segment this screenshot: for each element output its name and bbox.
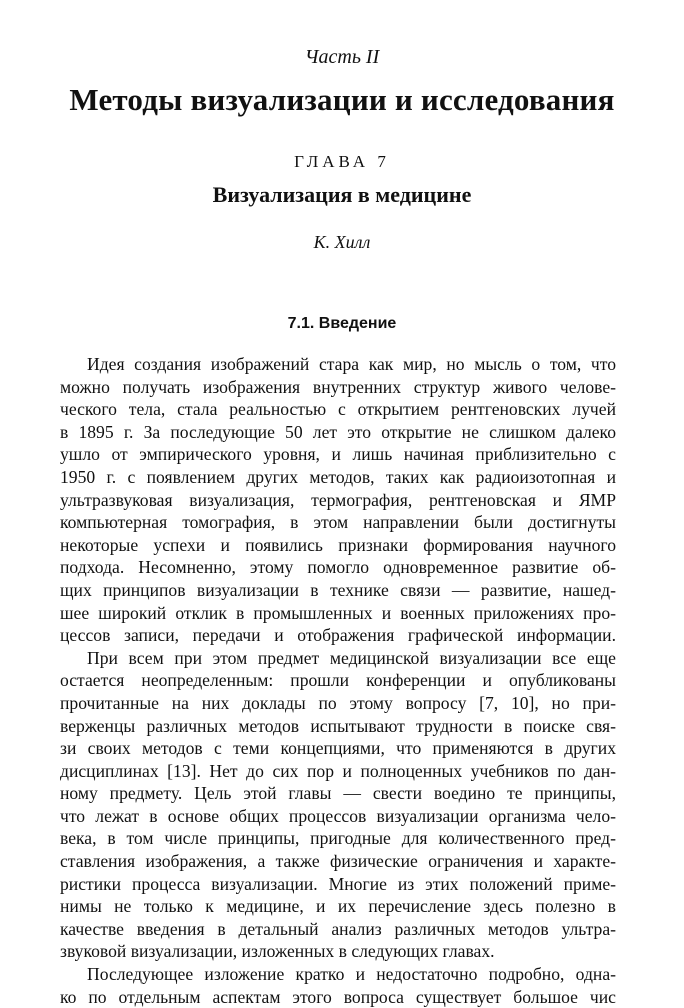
- text-line: Идея создания изображений стара как мир, но мысль о том, что: [87, 354, 616, 374]
- text-line: щих принципов визуализации в технике связи — развитие, нашед-: [60, 579, 616, 600]
- text-line: звуковой визуализации, изложенных в следующих главах.: [60, 941, 495, 962]
- body-text: [60, 353, 616, 1008]
- text-line: шее широкий отклик в промышленных и военных приложениях про-: [60, 602, 616, 623]
- text-line: дисциплинах [13]. Нет до сих пор и полноценных учебников по дан-: [60, 760, 616, 781]
- text-line: остается неопределенным: прошли конференции и опубликованы: [60, 670, 616, 691]
- text-line: прочитанные на них доклады по этому вопросу [7, 10], но при-: [60, 692, 616, 713]
- section-heading: 7.1. Введение: [287, 315, 397, 332]
- text-line: можно получать изображения внутренних структур живого челове-: [60, 376, 616, 397]
- chapter-author: К. Хилл: [313, 232, 371, 252]
- text-line: ристики процесса визуализации. Многие из этих положений приме-: [60, 873, 616, 894]
- text-line: что лежат в основе общих процессов визуализации организма чело-: [60, 805, 616, 826]
- chapter-label: ГЛАВА 7: [294, 152, 390, 171]
- text-line: нимы не только к медицине, и их перечисление здесь полезно в: [60, 896, 616, 917]
- text-line: качестве введения в детальный анализ различных методов ультра-: [60, 918, 616, 939]
- text-line: ному предмету. Цель этой главы — свести воедино те принципы,: [60, 783, 616, 804]
- text-line: ко по отдельным аспектам этого вопроса существует большое чис: [60, 986, 616, 1007]
- text-line: компьютерная томография, в этом направлении были достигнуты: [60, 512, 616, 533]
- text-line: При всем при этом предмет медицинской визуализации все еще: [87, 647, 616, 668]
- text-line: ушло от эмпирического уровня, и лишь начиная приблизительно с: [60, 444, 616, 465]
- chapter-title: Визуализация в медицине: [212, 182, 472, 207]
- part-label: Часть II: [304, 46, 380, 68]
- text-line: в 1895 г. За последующие 50 лет это открытие не слишком далеко: [60, 421, 616, 442]
- text-line: цессов записи, передачи и отображения графической информации.: [60, 625, 616, 646]
- text-line: некоторые успехи и появились признаки формирования научного: [60, 534, 616, 555]
- text-line: ческого тела, стала реальностью с открытием рентгеновских лучей: [60, 399, 616, 420]
- text-line: зи своих методов с теми концепциями, что применяются в других: [60, 738, 616, 759]
- text-line: ставления изображения, а также физические ограничения и характе-: [60, 851, 616, 872]
- text-line: Последующее изложение кратко и недостаточно подробно, одна-: [87, 964, 616, 985]
- text-line: ультразвуковая визуализация, термография, рентгеновская и ЯМР: [60, 489, 616, 510]
- part-title: Методы визуализации и исследования: [69, 82, 615, 117]
- text-line: верженцы различных методов испытывают трудности в поиске свя-: [60, 715, 616, 736]
- text-line: века, в том числе принципы, пригодные для количественного пред-: [60, 828, 616, 849]
- text-line: 1950 г. с появлением других методов, таких как радиоизотопная и: [60, 466, 616, 487]
- text-line: подхода. Несомненно, этому помогло одновременное развитие об-: [60, 557, 616, 578]
